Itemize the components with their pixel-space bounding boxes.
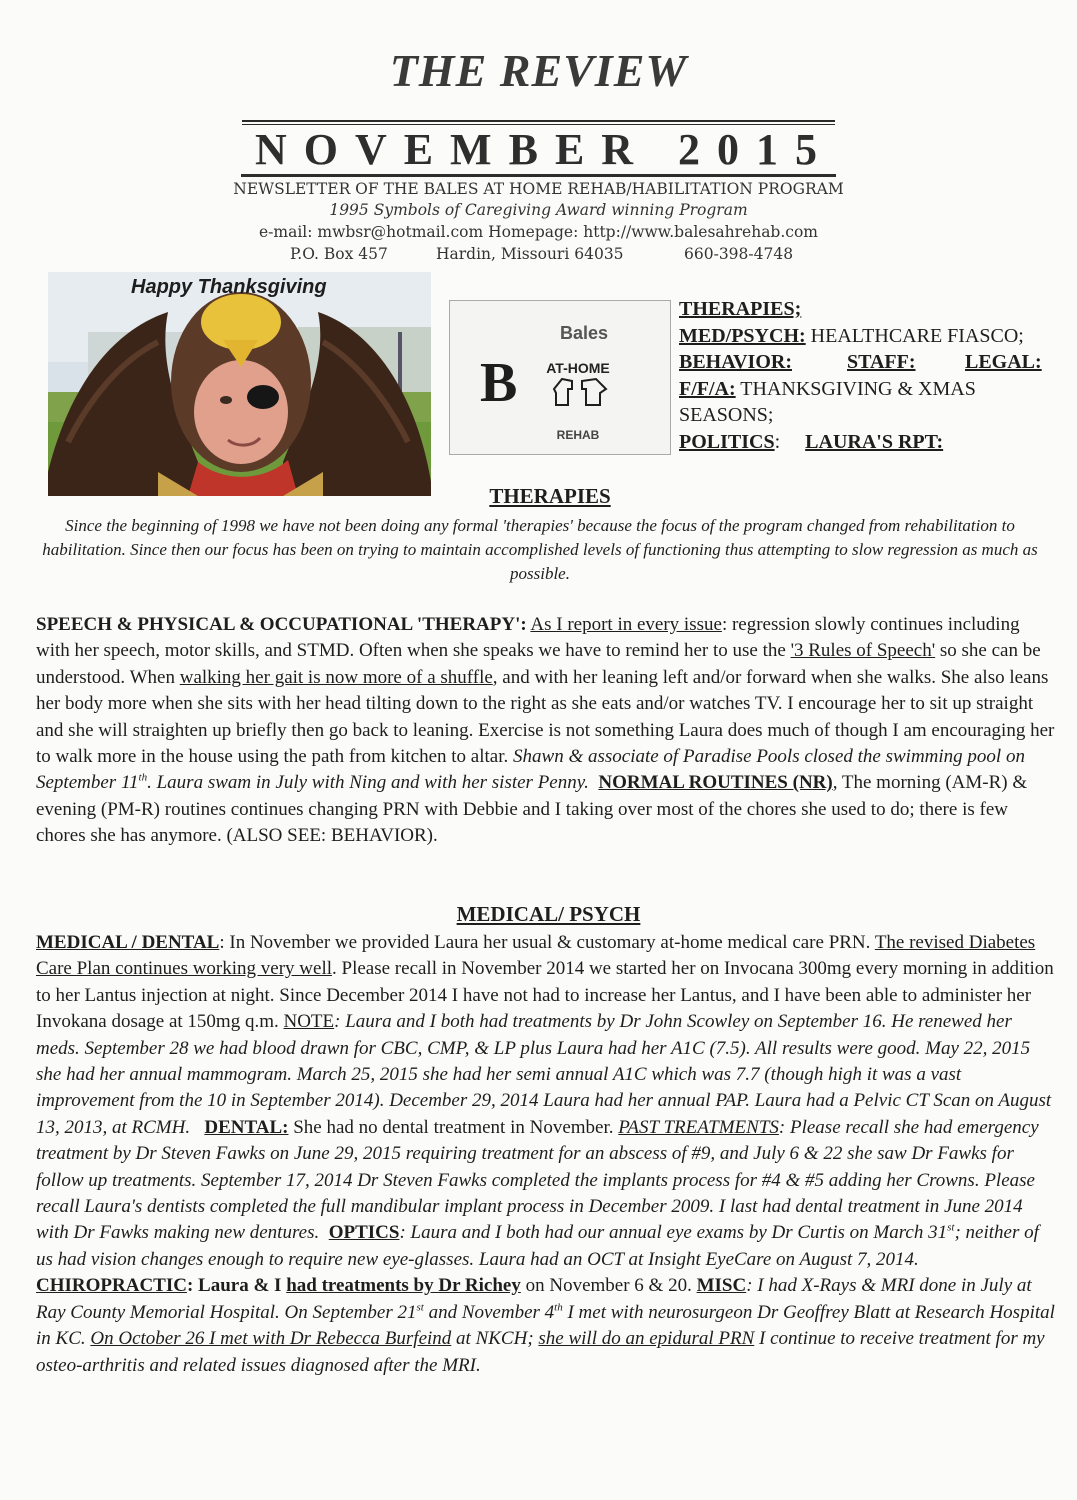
- phone: 660-398-4748: [684, 245, 794, 263]
- optics-text-2: ; neither of us had vision changes enough to require new eye-glasses. Laura had an OCT at Insight EyeCare on August 7, 2014.: [36, 1222, 1039, 1270]
- toc-lauras-report[interactable]: LAURA'S RPT:: [805, 430, 944, 453]
- normal-routines-label: NORMAL ROUTINES (NR): [598, 772, 833, 794]
- misc-text-3: I met with neurosurgeon Dr Geoffrey Blatt at Research Hospital in KC.: [36, 1301, 1055, 1350]
- logo-top-text: Bales: [559, 323, 609, 343]
- logo-bottom-text: REHAB: [556, 428, 600, 442]
- chiropractic-text: : Laura & I: [186, 1275, 287, 1297]
- optics-label: OPTICS: [328, 1222, 400, 1244]
- city: Hardin, Missouri 64035: [436, 245, 624, 263]
- routines-text: , The morning (AM-R) & evening (PM-R) routines continues changing PRN with Debbie and I taking over most of the chores she used to do; there is few chores she has anymore. (ALSO SEE: BEHAVIOR).: [36, 772, 1028, 847]
- newsletter-subtitle: NEWSLETTER OF THE BALES AT HOME REHAB/HABILITATION PROGRAM: [233, 180, 844, 198]
- therapies-heading: THERAPIES: [489, 484, 611, 508]
- medical-note-text: : Laura and I both had treatments by Dr John Scowley on September 16. He renewed her meds. September 28 we had blood drawn for CBC, CMP, & LP plus Laura had her A1C (7.5). All results were good. May 22, 2015 she had her annual mammogram. March 25, 2015 she had her semi annual A1C which was 7.7 (though high it was a vast improvement from the 10 in September 2014). December 29, 2014 Laura had her annual PAP. Laura had a Pelvic CT Scan on August 13, 2013, at RCMH.: [36, 1011, 1052, 1138]
- medical-text-1: : In November we provided Laura her usual & customary at-home medical care PRN.: [219, 932, 875, 953]
- issue-month: NOVEMBER 2015: [0, 124, 1077, 175]
- therapies-paragraph: [36, 612, 1058, 850]
- therapies-intro: Since the beginning of 1998 we have not been doing any formal 'therapies' because the focus of the program changed from rehabilitation to habilitation. Since then our focus has been on trying to maintain accomplished levels of functioning thus attempting to slow regression as much as possible.: [42, 516, 1038, 583]
- speech-therapy-label: SPEECH & PHYSICAL & OCCUPATIONAL 'THERAPY':: [36, 614, 527, 635]
- medical-heading: MEDICAL/ PSYCH: [456, 902, 641, 926]
- logo-arc-text: AT-HOME: [546, 360, 610, 376]
- medical-text-2: . Please recall in November 2014 we started her on Invocana 300mg every morning in addition to her Lantus injection at night. Since December 2014 I have not had to increase her Lantus, and I have been able to administer her Invokana dosage at 150mg q.m.: [36, 958, 1054, 1033]
- dental-label: DENTAL:: [204, 1116, 289, 1138]
- burfeind-visit: On October 26 I met with Dr Rebecca Burfeind: [90, 1328, 452, 1350]
- toc-medpsych-topic: HEALTHCARE FIASCO;: [805, 324, 1024, 347]
- toc-seasons: SEASONS;: [679, 404, 774, 426]
- misc-sup-1: st: [416, 1301, 424, 1314]
- misc-text-5: I continue to receive treatment for my osteo-arthritis and related issues diagnosed after the MRI.: [36, 1328, 1045, 1376]
- misc-text-1: : I had X-Rays & MRI done in July at Ray County Memorial Hospital. On September 21: [36, 1275, 1032, 1323]
- toc-medpsych[interactable]: MED/PSYCH:: [679, 324, 806, 347]
- chiropractic-treatments: had treatments by Dr Richey: [286, 1275, 521, 1297]
- toc-ffa-topic: THANKSGIVING & XMAS: [735, 377, 976, 400]
- rules-of-speech: '3 Rules of Speech': [790, 640, 936, 662]
- header-rule-top: [242, 120, 835, 122]
- past-treatments-label: PAST TREATMENTS: [618, 1116, 779, 1138]
- toc-therapies[interactable]: THERAPIES;: [679, 298, 802, 320]
- therapy-text-3: , and with her leaning left and/or forward when she walks. She also leans her body more when she sits with her head tilting down to the right as she eats and/or watches TV. I encourage her to sit up straight and she will straighten up briefly then go back to leaning. Exercise is not something Laura does much of though I am encouraging her to walk more in the house using the path from kitchen to altar.: [36, 666, 1055, 768]
- dental-text: She had no dental treatment in November.: [288, 1116, 619, 1138]
- photo-caption: Happy Thanksgiving: [131, 276, 327, 298]
- misc-label: MISC: [696, 1275, 747, 1297]
- award-line: 1995 Symbols of Caregiving Award winning Program: [329, 201, 748, 219]
- chiropractic-label: CHIROPRACTIC: [36, 1275, 187, 1297]
- note-label: NOTE: [283, 1011, 335, 1033]
- pool-text: Shawn & associate of Paradise Pools closed the swimming pool on September 11: [36, 746, 1025, 794]
- misc-text-2: and November 4: [423, 1301, 555, 1323]
- chiropractic-dates: on November 6 & 20.: [520, 1275, 697, 1297]
- toc-colon: :: [774, 430, 781, 453]
- gait-phrase: walking her gait is now more of a shuffle: [179, 666, 493, 688]
- optics-sup: st: [947, 1222, 955, 1235]
- diabetes-plan: The revised Diabetes Care Plan continues working very well: [36, 932, 1036, 980]
- toc-legal[interactable]: LEGAL:: [965, 351, 1042, 373]
- medical-paragraph: [36, 930, 1058, 1379]
- optics-text-1: : Laura and I both had our annual eye exams by Dr Curtis on March 31: [399, 1222, 948, 1244]
- thanksgiving-photo: [48, 272, 431, 496]
- logo-letter: B: [480, 352, 518, 414]
- toc-behavior[interactable]: BEHAVIOR:: [679, 351, 792, 373]
- contents-list: [679, 296, 1064, 455]
- epidural-phrase: she will do an epidural PRN: [538, 1328, 755, 1350]
- pool-sup: th: [138, 772, 148, 785]
- toc-staff[interactable]: STAFF:: [847, 351, 916, 373]
- toc-ffa[interactable]: F/F/A:: [679, 377, 736, 400]
- past-treatments-text: : Please recall she had emergency treatment by Dr Steven Fawks on June 29, 2015 requiring treatment for an abscess of #9, and July 6 & 22 she saw Dr Fawks for follow up treatments. September 17, 2014 Dr Steven Fawks completed the implants process for #4 & #5 adding her Crowns. Please recall Laura's dentists completed the full mandibular implant process in December 2009. I last had dental treatment in June 2014 with Dr Fawks making new dentures.: [36, 1116, 1039, 1244]
- contact-line: e-mail: mwbsr@hotmail.com Homepage: http://www.balesahrehab.com: [258, 223, 818, 241]
- swim-text: . Laura swam in July with Ning and with her sister Penny.: [147, 772, 589, 794]
- toc-politics[interactable]: POLITICS: [679, 430, 775, 453]
- po-box: P.O. Box 457: [290, 245, 388, 263]
- therapy-text-1: : regression slowly continues including with her speech, motor skills, and STMD. Often when she speaks we have to remind her to use the: [36, 614, 1020, 662]
- therapy-text-2: so she can be understood. When: [36, 640, 1041, 688]
- report-phrase: As I report in every issue: [530, 614, 722, 635]
- misc-sup-2: th: [554, 1301, 563, 1314]
- newsletter-title: THE REVIEW: [389, 45, 688, 96]
- bales-logo: [449, 300, 671, 455]
- medical-dental-label: MEDICAL / DENTAL: [36, 932, 220, 953]
- misc-text-4: at NKCH;: [451, 1328, 539, 1350]
